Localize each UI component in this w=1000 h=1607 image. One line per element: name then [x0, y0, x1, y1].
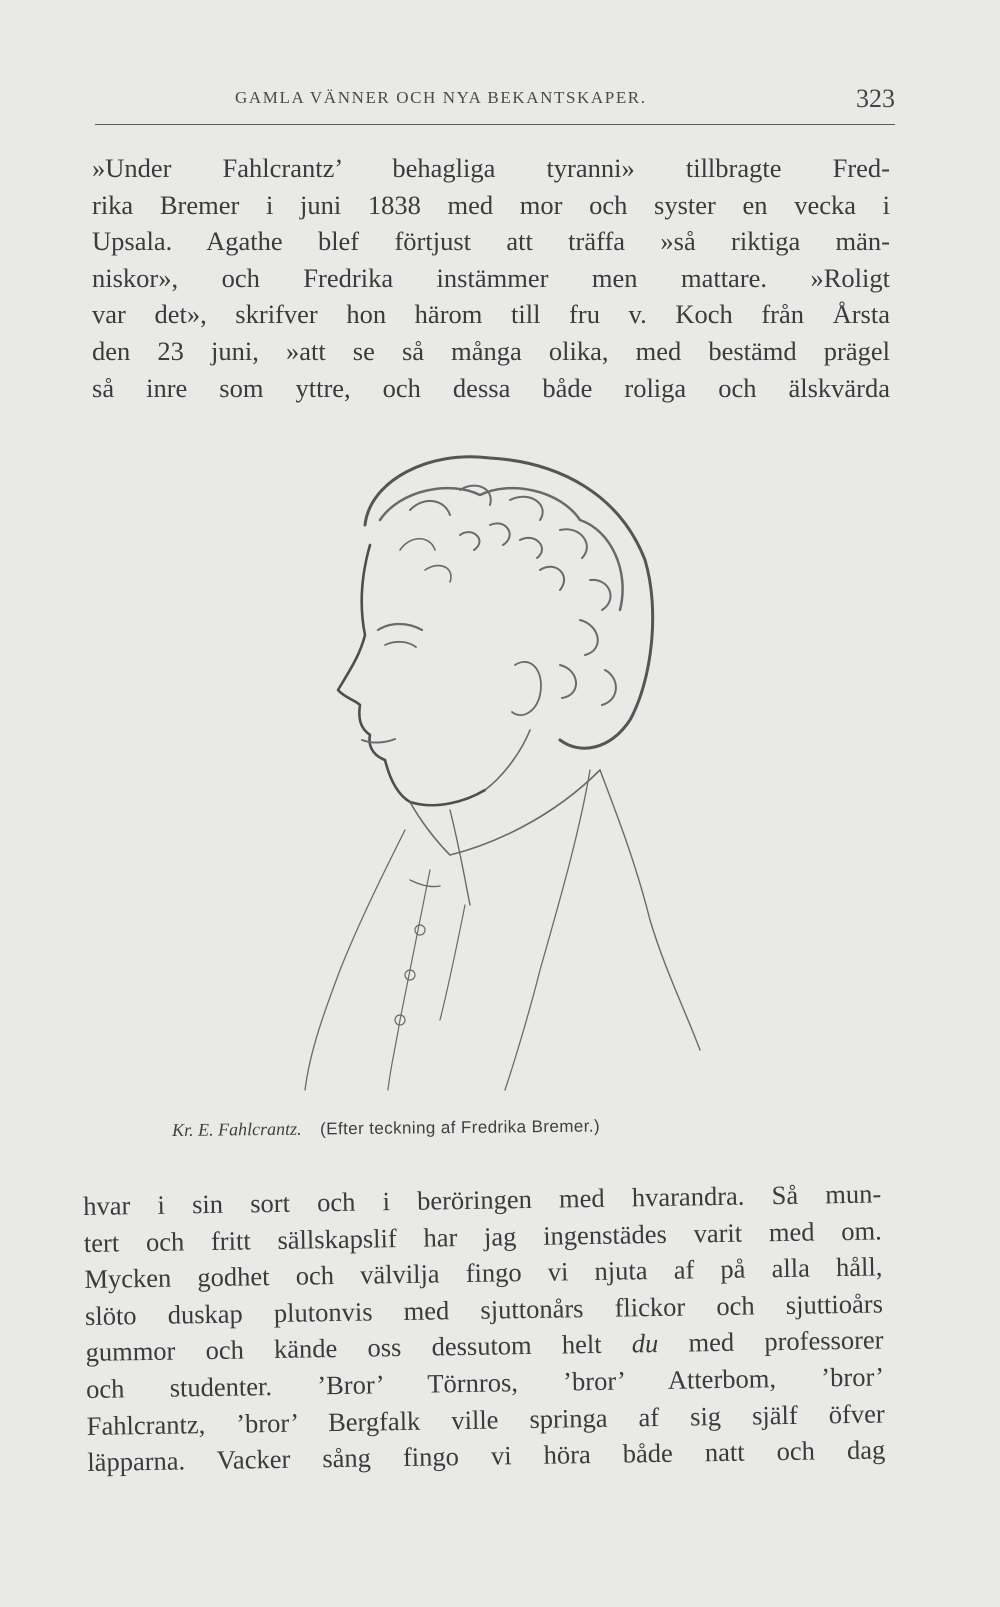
- bottom-paragraph: [83, 1175, 885, 1480]
- emphasized-word: du: [631, 1328, 659, 1359]
- page-number: 323: [856, 84, 895, 113]
- text-line: Mycken godhet och välvilja fingo vi njuta af på alla håll,: [84, 1251, 883, 1295]
- page-header: [95, 84, 895, 125]
- text-line: den 23 juni, »att se så många olika, med bestämd prägel: [92, 335, 890, 366]
- caption-name: Kr. E. Fahlcrantz.: [172, 1118, 302, 1140]
- text-line: »Under Fahlcrantz’ behagliga tyranni» tillbragte Fred-: [92, 153, 890, 183]
- caption-credit: (Efter teckning af Fredrika Bremer.): [320, 1116, 601, 1139]
- running-title: GAMLA VÄNNER OCH NYA BEKANTSKAPER.: [235, 88, 647, 107]
- figure-caption: [172, 1113, 832, 1141]
- portrait-sketch-icon: [260, 450, 720, 1100]
- text-line: hvar i sin sort och i beröringen med hvarandra. Så mun-: [83, 1178, 882, 1221]
- text-line: Fahlcrantz, ’bror’ Bergfalk ville springa af sig själf öfver: [86, 1398, 885, 1441]
- text-line: och studenter. ’Bror’ Törnros, ’bror’ Atterbom, ’bror’: [85, 1361, 885, 1404]
- top-paragraph: [92, 150, 890, 406]
- text-run: med professorer: [658, 1324, 884, 1359]
- text-line: läpparna. Vacker sång fingo vi höra både natt och dag: [87, 1434, 886, 1478]
- text-run: gummor och kände oss dessutom helt: [85, 1328, 633, 1368]
- text-line: så inre som yttre, och dessa både roliga och älskvärda: [92, 372, 890, 403]
- text-line: rika Bremer i juni 1838 med mor och syster en vecka i: [92, 189, 890, 220]
- text-line: slöto duskap plutonvis med sjuttonårs flickor och sjuttioårs: [84, 1288, 884, 1331]
- text-line: Upsala. Agathe blef förtjust att träffa »så riktiga män-: [92, 226, 890, 257]
- text-line: niskor», och Fredrika instämmer men mattare. »Roligt: [92, 262, 890, 293]
- text-line: var det», skrifver hon härom till fru v. Koch från Årsta: [92, 299, 890, 330]
- text-line: tert och fritt sällskapslif har jag ingenstädes varit med om.: [83, 1215, 882, 1258]
